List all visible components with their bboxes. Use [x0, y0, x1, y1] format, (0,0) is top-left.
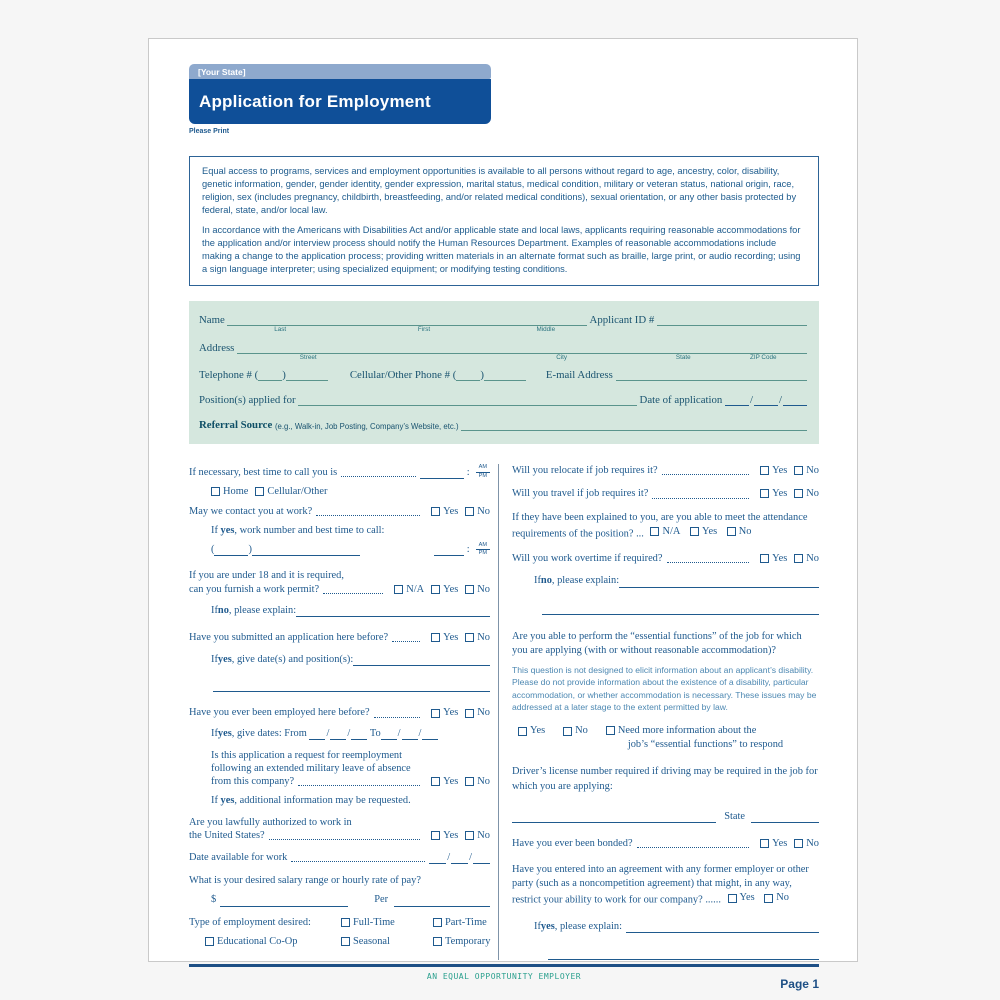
work-permit-no-checkbox[interactable]	[465, 585, 474, 594]
employment-from-date-field[interactable]: / /	[309, 727, 367, 740]
bonded-yes-checkbox[interactable]	[760, 839, 769, 848]
cellular-other-option[interactable]: Cellular/Other	[255, 485, 327, 498]
seasonal-option[interactable]: Seasonal	[341, 935, 433, 948]
reemployment-question-line2: following an extended military leave of absence	[211, 763, 411, 775]
referral-source-hint: (e.g., Walk-in, Job Posting, Company’s Website, etc.)	[274, 422, 459, 432]
overtime-no-checkbox[interactable]	[794, 554, 803, 563]
equal-opportunity-employer-note: AN EQUAL OPPORTUNITY EMPLOYER	[426, 971, 582, 981]
essential-yes-checkbox[interactable]	[518, 727, 527, 736]
telephone-area-field[interactable]	[258, 370, 282, 381]
bonded-question: Have you ever been bonded? Yes No	[512, 837, 819, 849]
work-area-field[interactable]	[214, 546, 248, 556]
please-print-note: Please Print	[189, 128, 230, 135]
authorized-no-checkbox[interactable]	[465, 831, 474, 840]
name-row	[199, 314, 807, 334]
attendance-na-checkbox[interactable]	[650, 527, 659, 536]
name-sub-middle: Middle	[536, 326, 556, 334]
submitted-yes-option[interactable]: Yes	[431, 631, 458, 644]
authorized-question-line2: the United States? Yes No	[189, 829, 490, 841]
attendance-yes-option[interactable]: Yes	[690, 525, 717, 539]
email-field[interactable]	[616, 370, 808, 381]
home-option[interactable]: Home	[211, 485, 248, 498]
educational-coop-checkbox[interactable]	[205, 937, 214, 946]
overtime-explain-row2	[542, 605, 819, 615]
submitted-no-option[interactable]: No	[465, 631, 490, 644]
leader	[298, 785, 420, 786]
work-permit-na-checkbox[interactable]	[394, 585, 403, 594]
phone-type-options	[211, 485, 490, 498]
footer-rule	[189, 964, 819, 967]
license-number-field[interactable]	[512, 813, 716, 823]
address-row	[199, 342, 807, 362]
email-label: E-mail Address	[545, 369, 613, 382]
drivers-license-row	[512, 810, 819, 823]
referral-source-label: Referral Source	[199, 419, 273, 432]
relocate-no-checkbox[interactable]	[794, 466, 803, 475]
submitted-no-checkbox[interactable]	[465, 633, 474, 642]
eeo-notice-box	[189, 156, 819, 286]
essential-yes-option[interactable]: Yes	[518, 724, 545, 737]
leader	[667, 562, 750, 563]
authorized-no-option[interactable]: No	[465, 829, 490, 842]
work-permit-no-option[interactable]: No	[465, 583, 490, 596]
position-row	[199, 394, 807, 406]
if-yes-work-number-label: If yes, work number and best time to call:	[211, 525, 385, 537]
leader	[637, 847, 750, 848]
part-time-option[interactable]: Part-Time	[433, 916, 490, 929]
address-sub-street: Street	[299, 354, 317, 362]
best-time-field[interactable]: : AM PM	[420, 464, 490, 479]
educational-coop-option[interactable]: Educational Co-Op	[205, 935, 341, 948]
essential-no-option[interactable]: No	[563, 724, 588, 737]
close-paren: )	[282, 369, 286, 382]
overtime-explain-field2[interactable]	[542, 605, 819, 615]
essential-functions-options	[512, 724, 819, 751]
relocate-no-option[interactable]: No	[794, 464, 819, 477]
work-permit-explain-row: If no , please explain:	[211, 604, 490, 617]
essential-no-checkbox[interactable]	[563, 727, 572, 736]
noncompete-no-option[interactable]: No	[764, 891, 789, 905]
form-header	[189, 64, 819, 124]
employed-before-question: Have you ever been employed here before? Yes No	[189, 707, 490, 719]
temporary-checkbox[interactable]	[433, 937, 442, 946]
work-number-row: ( ) : AM PM	[211, 542, 490, 557]
am-pm-label: AM PM	[476, 464, 490, 479]
leader	[341, 476, 416, 477]
reemployment-info-note: If yes, additional information may be requested.	[211, 795, 411, 807]
attendance-yes-checkbox[interactable]	[690, 527, 699, 536]
attendance-no-option[interactable]: No	[727, 525, 752, 539]
salary-amount-field[interactable]	[220, 897, 348, 907]
name-sub-last: Last	[274, 326, 287, 334]
form-title-bar	[189, 79, 491, 124]
authorized-question-line1: Are you lawfully authorized to work in	[189, 816, 352, 828]
application-form-page	[148, 38, 858, 991]
salary-row: $ Per	[211, 893, 490, 906]
telephone-label: Telephone #	[199, 369, 252, 382]
travel-yes-option[interactable]: Yes	[760, 487, 787, 500]
state-tag: [Your State]	[198, 66, 246, 77]
work-number-field[interactable]	[252, 546, 360, 556]
reemployment-no-option[interactable]: No	[465, 775, 490, 788]
name-label: Name	[199, 314, 225, 327]
full-time-option[interactable]: Full-Time	[341, 916, 433, 929]
drivers-license-question: Driver’s license number required if driving may be required in the job for which you are applying:	[512, 766, 818, 792]
equal-access-paragraph: Equal access to programs, services and employment opportunities is available to all persons without regard to age, ancestry, color, disability, genetic information, gender, gender identity, gender expression, marital status, medical condition, military or veteran status, national origin, race, religion, sex (includes pregnancy, childbirth, breastfeeding, and/or related medical conditions), sexual orientation, or any other basis protected by federal, state, and/or local law.	[202, 166, 797, 216]
date-available-field[interactable]: / /	[429, 851, 490, 864]
employed-before-no-checkbox[interactable]	[465, 709, 474, 718]
prior-application-details-row: If yes , give date(s) and position(s):	[211, 653, 490, 666]
page-number: Page 1	[780, 976, 819, 991]
employment-type-options	[189, 916, 490, 948]
work-permit-question-line1: If you are under 18 and it is required,	[189, 570, 344, 582]
attendance-na-option[interactable]: N/A	[650, 525, 680, 539]
application-date-label: Date of application	[639, 394, 723, 407]
contact-work-no-checkbox[interactable]	[465, 507, 474, 516]
noncompete-explain-field2[interactable]	[548, 950, 819, 960]
noncompete-explain-field[interactable]	[626, 923, 819, 933]
leader	[269, 839, 421, 840]
reemployment-yes-checkbox[interactable]	[431, 777, 440, 786]
employment-type-label: Type of employment desired:	[189, 916, 311, 928]
overtime-yes-option[interactable]: Yes	[760, 552, 787, 565]
prior-application-details-field2[interactable]	[213, 682, 490, 692]
position-label: Position(s) applied for	[199, 394, 296, 407]
employed-before-yes-option[interactable]: Yes	[431, 706, 458, 719]
noncompete-explain-row2	[548, 950, 819, 960]
form-footer	[189, 960, 819, 991]
leader	[374, 717, 421, 718]
work-permit-yes-checkbox[interactable]	[431, 585, 440, 594]
prior-application-details-row2	[213, 682, 490, 692]
essential-functions-question: Are you able to perform the “essential functions” of the job for which you are applying (with or without reasonable accommodation)?	[512, 630, 802, 656]
application-date-field[interactable]: / /	[725, 394, 807, 406]
work-permit-explain-field[interactable]	[296, 607, 490, 617]
license-state-field[interactable]	[751, 813, 819, 823]
bonded-no-option[interactable]: No	[794, 837, 819, 850]
reemployment-question-line1: Is this application a request for reemployment	[211, 749, 403, 761]
prior-application-details-field[interactable]	[353, 656, 490, 666]
work-permit-yes-option[interactable]: Yes	[431, 583, 458, 596]
contact-work-yes-checkbox[interactable]	[431, 507, 440, 516]
leader	[392, 641, 420, 642]
noncompete-no-checkbox[interactable]	[764, 894, 773, 903]
cellular-number-field[interactable]	[484, 370, 526, 381]
noncompete-yes-option[interactable]: Yes	[728, 891, 755, 905]
am-pm-label: AM PM	[476, 542, 490, 557]
applicant-id-label: Applicant ID #	[589, 314, 655, 327]
page-title: Application for Employment	[199, 91, 431, 111]
overtime-explain-field[interactable]	[619, 578, 819, 588]
authorized-yes-checkbox[interactable]	[431, 831, 440, 840]
bonded-yes-option[interactable]: Yes	[760, 837, 787, 850]
full-time-checkbox[interactable]	[341, 918, 350, 927]
reemployment-no-checkbox[interactable]	[465, 777, 474, 786]
state-tag-bar	[189, 64, 491, 79]
address-sub-zip: ZIP Code	[750, 354, 777, 362]
cellular-label: Cellular/Other Phone #	[349, 369, 450, 382]
license-state-label: State	[724, 810, 745, 822]
essential-functions-note: This question is not designed to elicit information about an applicant’s disability. Please do not provide information about the existence of a disability, particular accommodation, or whether accommodation is necessary. These issues may be addressed at a later stage to the extent permitted by law.	[512, 664, 817, 712]
noncompete-explain-row: If yes , please explain:	[534, 920, 819, 933]
work-permit-na-option[interactable]: N/A	[394, 583, 424, 596]
home-checkbox[interactable]	[211, 487, 220, 496]
reemployment-yes-option[interactable]: Yes	[431, 775, 458, 788]
travel-yes-checkbox[interactable]	[760, 489, 769, 498]
submitted-yes-checkbox[interactable]	[431, 633, 440, 642]
address-field[interactable]	[237, 343, 807, 362]
part-time-checkbox[interactable]	[433, 918, 442, 927]
work-permit-question-line2: can you furnish a work permit? N/A Yes No	[189, 583, 490, 595]
relocate-question: Will you relocate if job requires it? Yes No	[512, 465, 819, 477]
name-field[interactable]	[227, 315, 586, 334]
cellular-other-checkbox[interactable]	[255, 487, 264, 496]
relocate-yes-option[interactable]: Yes	[760, 464, 787, 477]
bonded-no-checkbox[interactable]	[794, 839, 803, 848]
employed-before-yes-checkbox[interactable]	[431, 709, 440, 718]
contact-work-no-option[interactable]: No	[465, 505, 490, 518]
address-sub-state: State	[675, 354, 691, 362]
employment-to-date-field[interactable]: / /	[381, 727, 439, 740]
overtime-explain-row: If no , please explain:	[534, 574, 819, 587]
travel-no-option[interactable]: No	[794, 487, 819, 500]
employed-before-no-option[interactable]: No	[465, 706, 490, 719]
close-paren: )	[480, 369, 484, 382]
open-paren: (	[254, 369, 259, 382]
salary-per-field[interactable]	[394, 897, 490, 907]
travel-no-checkbox[interactable]	[794, 489, 803, 498]
questions-left-column	[189, 464, 498, 960]
applicant-info-panel	[189, 301, 819, 444]
attendance-no-checkbox[interactable]	[727, 527, 736, 536]
applicant-id-field[interactable]	[657, 315, 807, 326]
essential-need-info-option[interactable]: Need more information about the job’s “essential functions” to respond	[606, 724, 783, 751]
salary-question: What is your desired salary range or hourly rate of pay?	[189, 875, 421, 887]
leader	[323, 593, 383, 594]
date-available-question: Date available for work / /	[189, 851, 490, 864]
name-sub-first: First	[417, 326, 431, 334]
open-paren: (	[452, 369, 457, 382]
best-time-question: If necessary, best time to call you is : AM PM	[189, 464, 490, 479]
work-time-field[interactable]: : AM PM	[434, 542, 490, 557]
questions-section	[189, 464, 819, 960]
leader	[316, 515, 420, 516]
employment-dates-row: If yes , give dates: From / / To / /	[211, 727, 490, 740]
phone-row	[199, 369, 807, 381]
address-sub-city: City	[556, 354, 568, 362]
overtime-no-option[interactable]: No	[794, 552, 819, 565]
overtime-yes-checkbox[interactable]	[760, 554, 769, 563]
travel-question: Will you travel if job requires it? Yes No	[512, 488, 819, 500]
leader	[662, 474, 750, 475]
authorized-yes-option[interactable]: Yes	[431, 829, 458, 842]
address-label: Address	[199, 342, 235, 355]
noncompete-question: Have you entered into an agreement with any former employer or other party (such as a noncompetition agreement) that might, in any way, restrict your ability to work for our company? ...... Yes No	[512, 863, 809, 906]
questions-right-column	[498, 464, 819, 960]
submitted-before-question: Have you submitted an application here before? Yes No	[189, 632, 490, 644]
leader	[652, 498, 749, 499]
contact-work-yes-option[interactable]: Yes	[431, 505, 458, 518]
reemployment-question-line3: from this company? Yes No	[211, 776, 490, 788]
referral-row	[199, 419, 807, 431]
essential-need-info-checkbox[interactable]	[606, 726, 615, 735]
noncompete-yes-checkbox[interactable]	[728, 894, 737, 903]
ada-accommodations-paragraph: In accordance with the Americans with Disabilities Act and/or applicable state and local laws, applicants requiring reasonable accommodations for the application and/or interview process should notify the Human Resources Department. Examples of reasonable accommodations include making a change to the application process; providing written materials in an alternate format such as braille, large print, or audio recording; using a sign language interpreter; using specialized equipment; or modifying testing conditions.	[202, 225, 801, 275]
telephone-number-field[interactable]	[286, 370, 328, 381]
cellular-area-field[interactable]	[456, 370, 480, 381]
overtime-question: Will you work overtime if required? Yes No	[512, 553, 819, 565]
leader	[291, 861, 425, 862]
attendance-question: If they have been explained to you, are you able to meet the attendance requirements of the position? ... N/A Yes No	[512, 511, 808, 540]
contact-at-work-question: May we contact you at work? Yes No	[189, 506, 490, 518]
positions-field[interactable]	[298, 395, 637, 406]
temporary-option[interactable]: Temporary	[433, 935, 490, 948]
seasonal-checkbox[interactable]	[341, 937, 350, 946]
referral-source-field[interactable]	[461, 420, 807, 431]
relocate-yes-checkbox[interactable]	[760, 466, 769, 475]
